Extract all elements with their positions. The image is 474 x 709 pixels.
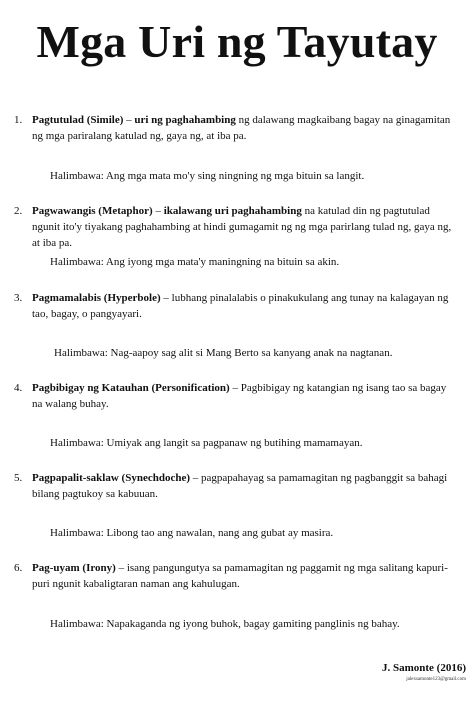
item-definition-text: pagpapahayag sa pamamagitan ng pagbanggit sa bahagi bilang pagtukoy sa kabuuan. xyxy=(32,472,448,500)
item-term: Pag-uyam (Irony) xyxy=(32,562,116,574)
item-separator: – xyxy=(229,382,241,394)
item-definition-text: isang pangungutya sa pamamagitan ng paggamit ng mga salitang kapuri-puri ngunit kabaligtaran naman ang kahulugan. xyxy=(32,562,448,590)
item-definition-text: Pagbibigay ng katangian ng isang tao sa bagay na walang buhay. xyxy=(32,382,447,410)
item-definition xyxy=(32,112,456,144)
item-separator: – xyxy=(123,114,135,126)
item-term: Pagbibigay ng Katauhan (Personification) xyxy=(32,382,230,394)
author-email: jalexsamonte123@gmail.com xyxy=(406,677,466,682)
item-example: Halimbawa: Napakaganda ng iyong buhok, bagay gamiting panglinis ng bahay. xyxy=(50,618,400,630)
item-definition-text: ng dalawang magkaibang bagay na ginagamitan ng mga pariralang katulad ng, gaya ng, at iba pa. xyxy=(32,114,451,142)
item-definition-text: na katulad din ng pagtutulad ngunit ito'y tiyakang paghahambing at hindi gumagamit ng ng mga parirlang tulad ng, gaya ng, at iba pa. xyxy=(32,205,452,249)
item-term: Pagmamalabis (Hyperbole) xyxy=(32,292,161,304)
item-number: 6. xyxy=(14,562,23,574)
author-signature: J. Samonte (2016) xyxy=(381,662,466,674)
item-example: Halimbawa: Ang iyong mga mata'y maningning na bituin sa akin. xyxy=(50,256,340,268)
item-separator: – xyxy=(152,205,164,217)
item-term-extra: uri ng paghahambing xyxy=(134,114,236,126)
item-term: Pagpapalit-saklaw (Synechdoche) xyxy=(32,472,190,484)
item-example: Halimbawa: Libong tao ang nawalan, nang ang gubat ay masira. xyxy=(50,527,334,539)
item-number: 1. xyxy=(14,114,23,126)
item-definition xyxy=(32,203,456,251)
item-definition xyxy=(32,380,456,412)
item-number: 5. xyxy=(14,472,23,484)
item-separator: – xyxy=(115,562,127,574)
item-term: Pagtutulad (Simile) xyxy=(32,114,124,126)
item-number: 4. xyxy=(14,382,23,394)
item-definition xyxy=(32,470,456,502)
item-example: Halimbawa: Ang mga mata mo'y sing ningning ng mga bituin sa langit. xyxy=(50,170,365,182)
page-title: Mga Uri ng Tayutay xyxy=(36,16,438,67)
item-separator: – xyxy=(190,472,201,484)
item-number: 2. xyxy=(14,205,23,217)
item-term-extra: ikalawang uri paghahambing xyxy=(163,205,302,217)
item-definition xyxy=(32,290,456,322)
item-example: Halimbawa: Umiyak ang langit sa pagpanaw ng butihing mamamayan. xyxy=(50,437,363,449)
item-number: 3. xyxy=(14,292,23,304)
item-term: Pagwawangis (Metaphor) xyxy=(32,205,153,217)
item-definition xyxy=(32,560,456,592)
item-separator: – xyxy=(160,292,172,304)
item-example: Halimbawa: Nag-aapoy sag alit si Mang Berto sa kanyang anak na nagtanan. xyxy=(54,347,393,359)
item-definition-text: lubhang pinalalabis o pinakukulang ang tunay na kalagayan ng tao, bagay, o pangyayari. xyxy=(32,292,449,320)
